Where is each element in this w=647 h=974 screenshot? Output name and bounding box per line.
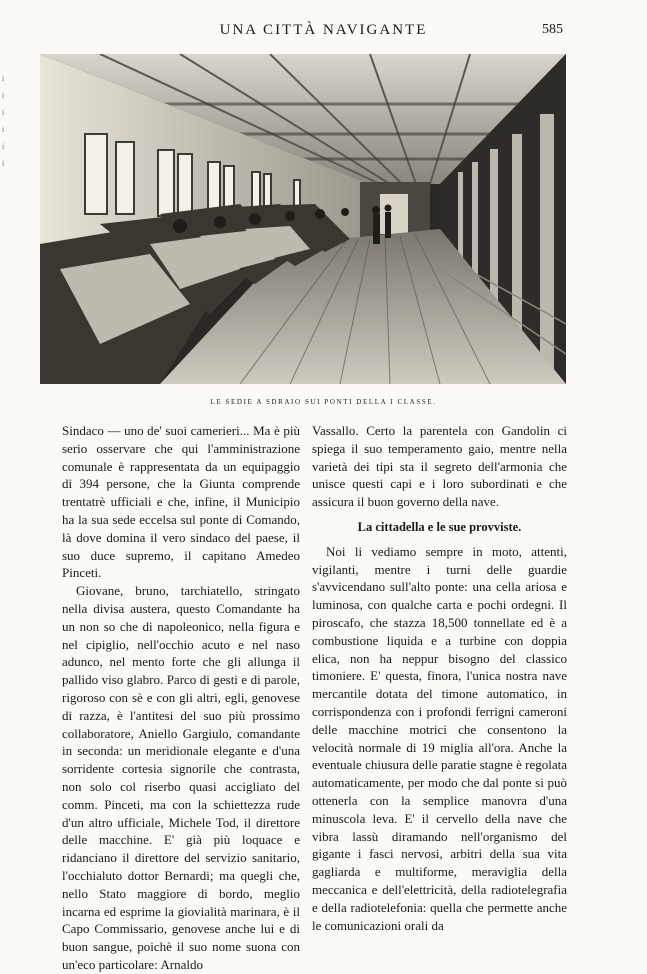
deck-photograph: [40, 54, 566, 384]
right-column: [312, 422, 567, 934]
figure-caption: LE SEDIE A SDRAIO SUI PONTI DELLA I CLASSE.: [210, 398, 437, 406]
deck-illustration: [40, 54, 566, 384]
margin-mark: i: [2, 91, 5, 100]
page-title: UNA CITTÀ NAVIGANTE: [219, 22, 428, 38]
paragraph: Noi li vediamo sempre in moto, attenti, vigilanti, mentre i turni delle guardie s'avvicendano sull'alto ponte: una cella ariosa e luminosa, con qualche carta e pochi ordegni. Il piroscafo, che stazza 18,500 tonnellate ed è a combustione liquida e a turbine con doppia elica, non ha neppur bisogno del classico timoniere. E' questa, finora, l'unica nostra nave mercantile dotata del timone automatico, in corrispondenza con i profondi ferrigni cameroni delle macchine motrici che consentono la velocità normale di 19 miglia all'ora. Anche la eventuale chiusura delle paratie stagne è regolata automaticamente, per modo che dal ponte si può ottenerla con la semplice manovra d'una minuscola leva. E' il cervello della nave che vibra lassù diramando nell'organismo del gigante i fasci nervosi, arbitri della sua vita gagliarda e multiforme, meraviglia della meccanica e dell'elettricità, della radiotelegrafia e della radiotelefonia: quella che permette anche le comunicazioni orali da: [312, 543, 567, 933]
margin-mark: i: [2, 159, 5, 168]
margin-marks: [2, 70, 10, 172]
margin-mark: i: [2, 108, 5, 117]
section-heading: La cittadella e le sue provviste.: [357, 519, 522, 534]
margin-mark: i: [2, 125, 5, 134]
paragraph: Vassallo. Certo la parentela con Gandolin ci spiega il suo temperamento gaio, mentre nella varietà dei tipi sta il segreto dell'armonia che unisce questi capi e i loro subordinati e che assicura il buon governo della nave.: [312, 423, 567, 510]
margin-mark: i: [2, 142, 5, 151]
page-number: 585: [542, 22, 563, 37]
running-head: [0, 22, 647, 42]
paragraph: Giovane, bruno, tarchiatello, stringato nella divisa austera, questo Comandante ha un non so che di napoleonico, nella figura e nel cipiglio, nell'occhio acuto e nel naso adunco, nel mento forte che gli allunga il pallido viso glabro. Parco di gesti e di parole, rigoroso con sè e con gli altri, egli, genovese di razza, è l'antitesi del suo più prossimo collaboratore, Aniello Gargiulo, comandante in seconda: un meridionale elegante e d'una sorridente cortesia signorile che contrasta, non solo col riserbo quasi accigliato del comm. Pinceti, ma con la schiettezza rude d'un altro ufficiale, Michele Tod, il direttore delle macchine. E' già più loquace e ridanciano il direttore del servizio sanitario, l'occhialuto dottor Bernardi; ma quegli che, nello Stato maggiore di bordo, meglio incarna ed esprime la giovialità marinara, è il Capo Commissario, genovese anche lui e di buon sangue, poichè il suo nome suona con un'eco particolare: Arnaldo: [62, 583, 300, 972]
paragraph: Sindaco — uno de' suoi camerieri... Ma è più serio osservare che qui l'amministrazione comunale è rappresentata da un equipaggio di 394 persone, che la Giunta comprende trentatrè ufficiali e che, infine, il Municipio ha la sua sede eccelsa sul ponte di Comando, là dove domina il vero sindaco del paese, il suo duce supremo, il capitano Amedeo Pinceti.: [62, 423, 300, 581]
margin-mark: i: [2, 74, 5, 83]
left-column: [62, 422, 300, 974]
